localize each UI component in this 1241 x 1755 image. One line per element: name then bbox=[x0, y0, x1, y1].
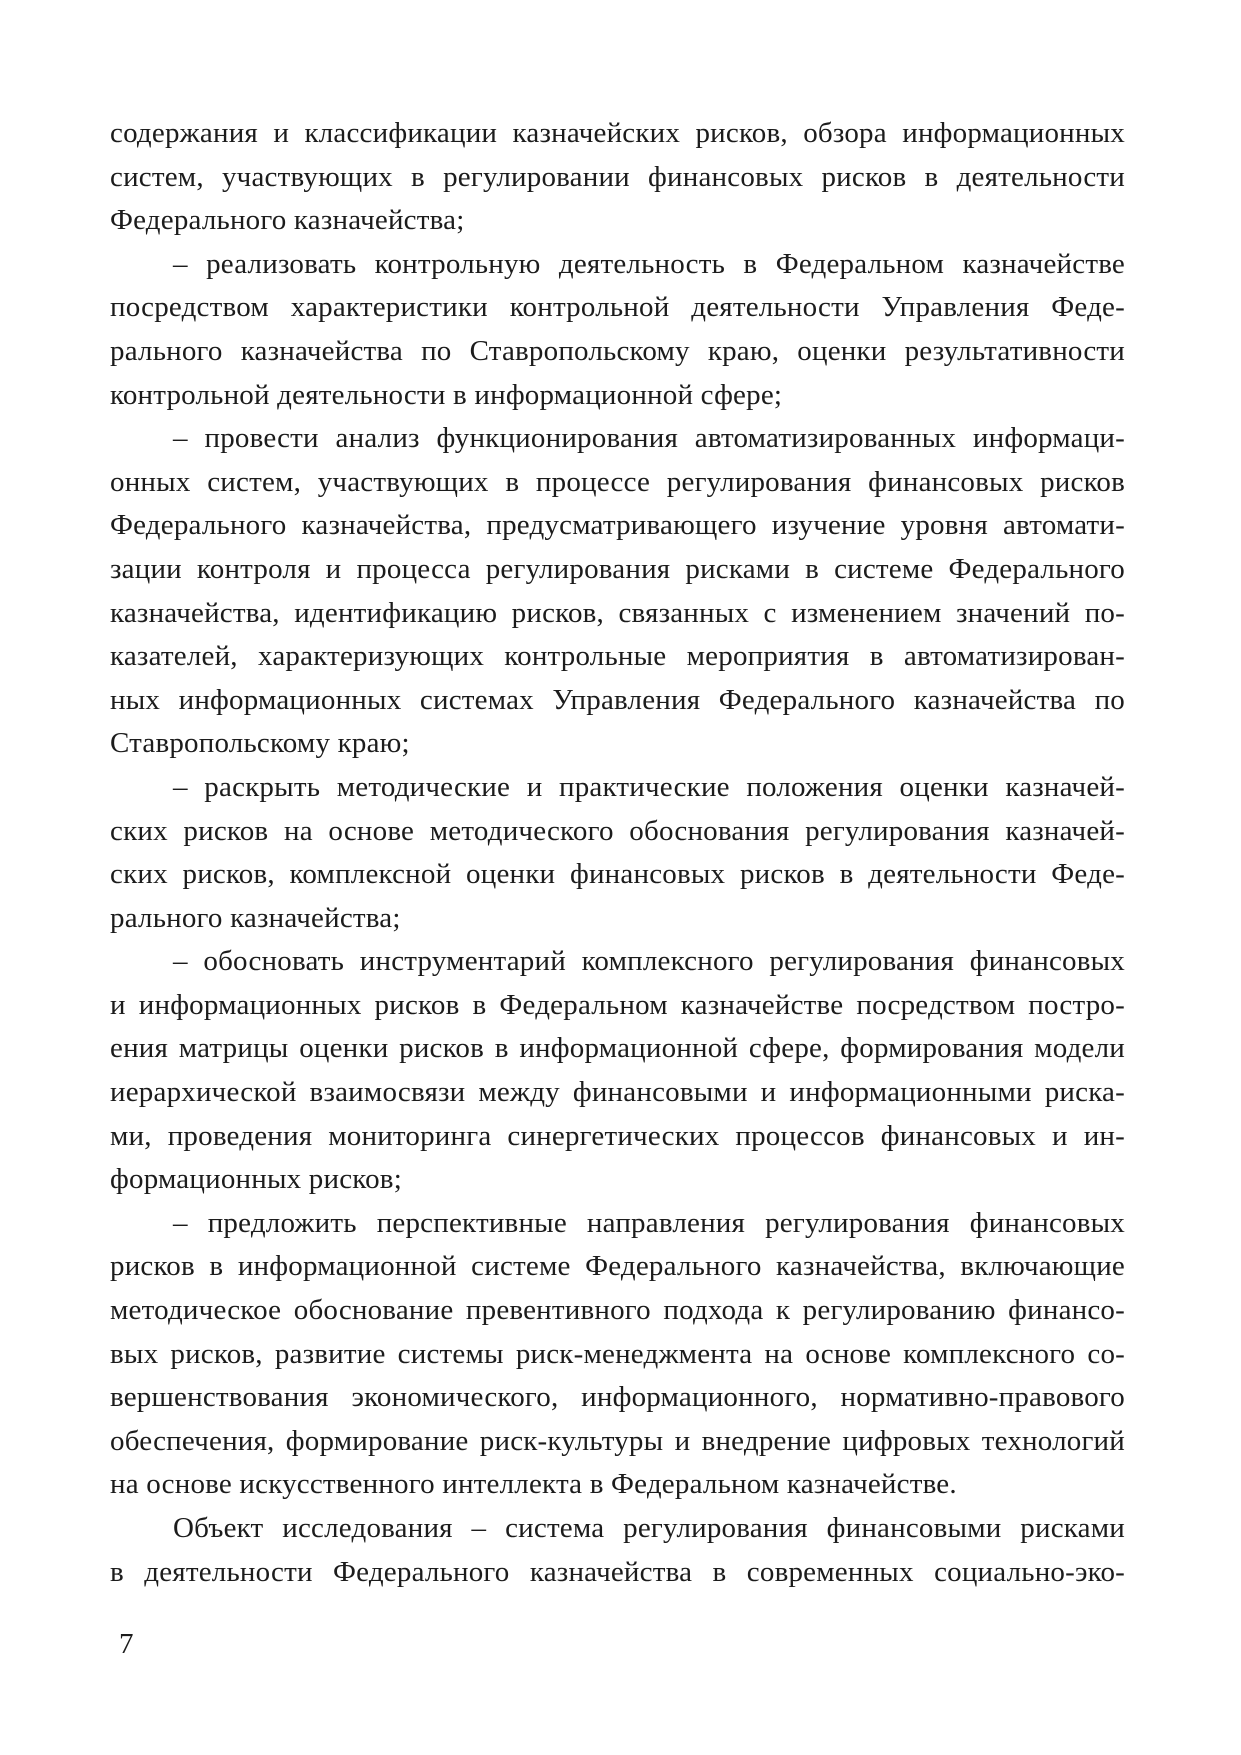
text-line: контрольной деятельности в информационной сфере; bbox=[110, 378, 783, 411]
text-line: – раскрыть методические и практические положения оценки казначей- bbox=[173, 770, 1125, 803]
text-line: Федерального казначейства, предусматривающего изучение уровня автомати- bbox=[110, 509, 1125, 542]
text-line: ми, проведения мониторинга синергетических процессов финансовых и ин- bbox=[110, 1119, 1125, 1152]
paragraph bbox=[110, 940, 1125, 1202]
text-line: Федерального казначейства; bbox=[110, 204, 465, 237]
text-line: иерархической взаимосвязи между финансовыми и информационными риска- bbox=[110, 1076, 1125, 1109]
text-line: на основе искусственного интеллекта в Федеральном казначействе. bbox=[110, 1468, 957, 1501]
text-line: казначейства, идентификацию рисков, связанных с изменением значений по- bbox=[110, 596, 1125, 629]
text-line: содержания и классификации казначейских рисков, обзора информационных bbox=[110, 117, 1125, 149]
paragraph bbox=[110, 766, 1125, 940]
paragraph bbox=[110, 417, 1125, 766]
text-line: Ставропольскому краю; bbox=[110, 727, 410, 760]
text-block bbox=[110, 112, 1125, 1594]
text-line: – обосновать инструментарий комплексного регулирования финансовых bbox=[173, 945, 1125, 978]
text-line: онных систем, участвующих в процессе регулирования финансовых рисков bbox=[110, 465, 1125, 498]
text-line: – реализовать контрольную деятельность в Федеральном казначействе bbox=[173, 247, 1125, 280]
text-line: ения матрицы оценки рисков в информационной сфере, формирования модели bbox=[110, 1032, 1125, 1065]
paragraph bbox=[110, 1507, 1125, 1594]
text-line: ских рисков на основе методического обоснования регулирования казначей- bbox=[110, 814, 1125, 847]
text-line: методическое обоснование превентивного подхода к регулированию финансо- bbox=[110, 1294, 1125, 1327]
text-line: в деятельности Федерального казначейства в современных социально-эко- bbox=[110, 1555, 1125, 1588]
paragraph bbox=[110, 112, 1125, 243]
text-line: казателей, характеризующих контрольные мероприятия в автоматизирован- bbox=[110, 640, 1125, 673]
text-line: рисков в информационной системе Федерального казначейства, включающие bbox=[110, 1250, 1125, 1283]
text-line: рального казначейства по Ставропольскому краю, оценки результативности bbox=[110, 334, 1125, 367]
paragraph bbox=[110, 243, 1125, 417]
text-line: и информационных рисков в Федеральном казначействе посредством постро- bbox=[110, 988, 1125, 1021]
text-line: систем, участвующих в регулировании финансовых рисков в деятельности bbox=[110, 160, 1125, 193]
paragraph bbox=[110, 1202, 1125, 1507]
text-line: посредством характеристики контрольной деятельности Управления Феде- bbox=[110, 291, 1125, 324]
text-line: – предложить перспективные направления регулирования финансовых bbox=[173, 1206, 1125, 1239]
text-line: рального казначейства; bbox=[110, 901, 401, 934]
text-line: формационных рисков; bbox=[110, 1163, 402, 1196]
text-line: ных информационных системах Управления Федерального казначейства по bbox=[110, 683, 1125, 716]
text-line: вершенствования экономического, информационного, нормативно-правового bbox=[110, 1381, 1125, 1414]
text-line: обеспечения, формирование риск-культуры и внедрение цифровых технологий bbox=[110, 1424, 1125, 1457]
text-line: зации контроля и процесса регулирования рисками в системе Федерального bbox=[110, 552, 1125, 585]
text-line: Объект исследования – система регулирования финансовыми рисками bbox=[173, 1512, 1125, 1544]
text-line: ских рисков, комплексной оценки финансовых рисков в деятельности Феде- bbox=[110, 858, 1125, 891]
page-number: 7 bbox=[119, 1628, 134, 1660]
text-line: вых рисков, развитие системы риск-менеджмента на основе комплексного со- bbox=[110, 1337, 1125, 1370]
text-line: – провести анализ функционирования автоматизированных информаци- bbox=[173, 422, 1125, 455]
